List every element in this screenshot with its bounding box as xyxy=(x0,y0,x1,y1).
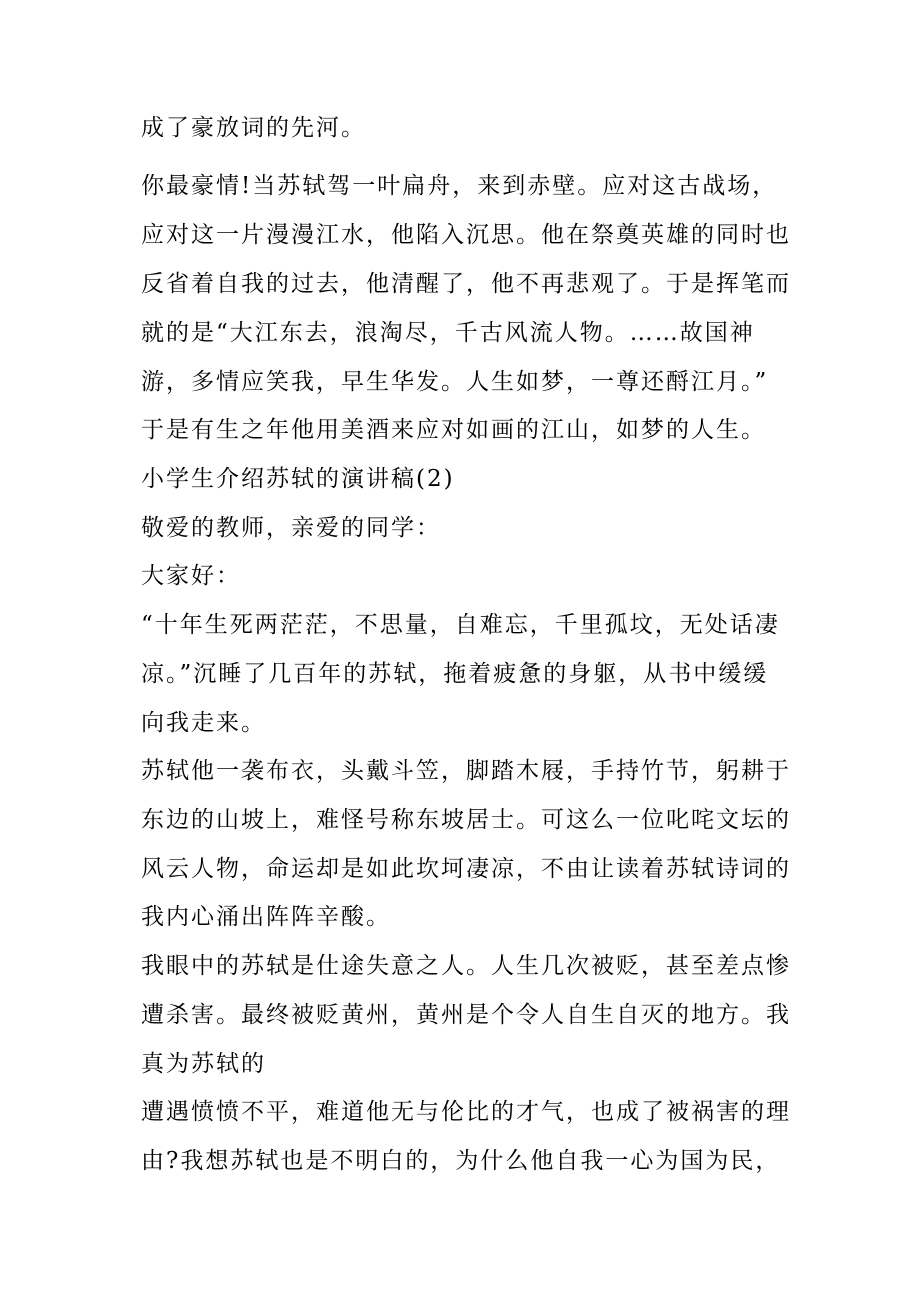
text-line: 由?我想苏轼也是不明白的，为什么他自我一心为国为民， xyxy=(141,1148,781,1174)
text-line: 凉。”沉睡了几百年的苏轼，拖着疲惫的身躯，从书中缓缓 xyxy=(141,661,769,687)
section-heading: 小学生介绍苏轼的演讲稿(2) xyxy=(141,466,455,492)
text-line: 大家好： xyxy=(141,563,241,589)
text-line: 敬爱的教师，亲爱的同学： xyxy=(141,515,441,541)
text-line: 你最豪情!当苏轼驾一叶扁舟，来到赤壁。应对这古战场， xyxy=(141,173,778,199)
text-line: 向我走来。 xyxy=(141,710,266,736)
text-line: 于是有生之年他用美酒来应对如画的江山，如梦的人生。 xyxy=(141,417,766,443)
text-line: 真为苏轼的 xyxy=(141,1051,266,1077)
text-line: 就的是“大江东去，浪淘尽，千古风流人物。……故国神 xyxy=(141,320,755,346)
text-line: 风云人物，命运却是如此坎坷凄凉，不由让读着苏轼诗词的 xyxy=(141,856,791,882)
text-line: 我内心涌出阵阵辛酸。 xyxy=(141,904,391,930)
text-line: 遭杀害。最终被贬黄州，黄州是个令人自生自灭的地方。我 xyxy=(141,1002,791,1028)
text-line: 应对这一片漫漫江水，他陷入沉思。他在祭奠英雄的同时也 xyxy=(141,222,791,248)
text-line: “十年生死两茫茫，不思量，自难忘，千里孤坟，无处话凄 xyxy=(141,612,780,638)
text-line: 遭遇愤愤不平，难道他无与伦比的才气，也成了被祸害的理 xyxy=(141,1099,791,1125)
text-line: 游，多情应笑我，早生华发。人生如梦，一尊还酹江月。” xyxy=(141,369,769,395)
text-line: 成了豪放词的先河。 xyxy=(141,115,366,141)
text-line: 苏轼他一袭布衣，头戴斗笠，脚踏木屐，手持竹节，躬耕于 xyxy=(141,758,791,784)
text-line: 东边的山坡上，难怪号称东坡居士。可这么一位叱咤文坛的 xyxy=(141,807,791,833)
text-line: 反省着自我的过去，他清醒了，他不再悲观了。于是挥笔而 xyxy=(141,271,791,297)
text-line: 我眼中的苏轼是仕途失意之人。人生几次被贬，甚至差点惨 xyxy=(141,953,791,979)
